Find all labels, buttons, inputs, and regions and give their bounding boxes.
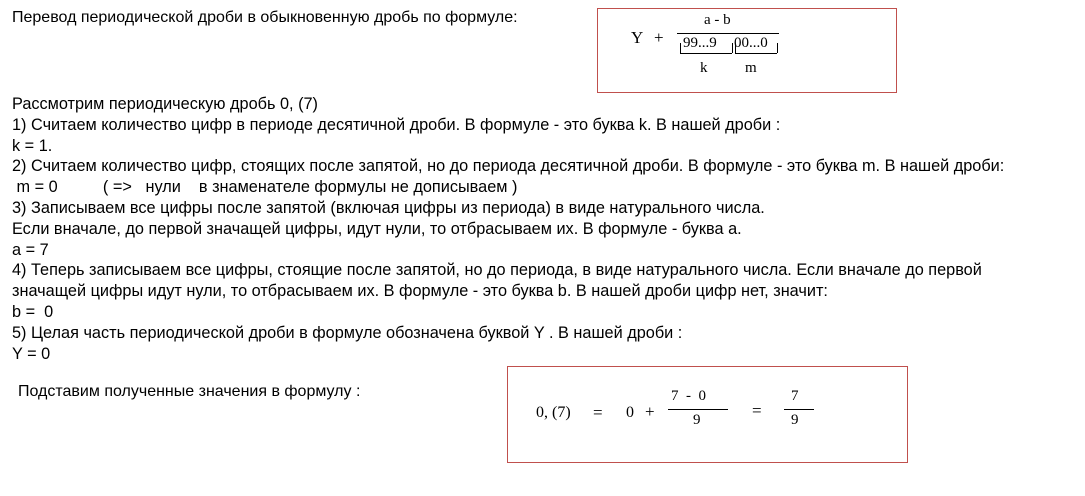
result-equals-2: = (752, 401, 762, 420)
result-equals-1: = (593, 403, 603, 422)
formula-whole-part: Y (631, 28, 644, 47)
step-line: 4) Теперь записываем все цифры, стоящие после запятой, но до периода, в виде натурального числа. Если вначале до первой (12, 261, 982, 280)
brace-nines-bottom (680, 53, 732, 54)
result-formula-box (507, 366, 908, 463)
general-formula-box (597, 8, 897, 93)
brace-nines-left (680, 43, 681, 53)
brace-zeros-right (777, 43, 778, 53)
step-line: m = 0 ( => нули в знаменателе формулы не дописываем ) (12, 178, 518, 197)
step-line: Если вначале, до первой значащей цифры, идут нули, то отбрасываем их. В формуле - буква a. (12, 219, 742, 238)
result-denominator: 9 (693, 412, 701, 428)
result-final-denominator: 9 (791, 412, 799, 428)
result-final-fraction-bar (784, 409, 814, 410)
result-whole: 0 (626, 404, 634, 421)
step-line: k = 1. (12, 136, 53, 155)
result-lhs: 0, (7) (536, 404, 571, 421)
formula-fraction-bar (677, 33, 779, 34)
result-final-numerator: 7 (791, 388, 799, 404)
step-line: Y = 0 (12, 344, 51, 363)
step-line: 1) Считаем количество цифр в периоде десятичной дроби. В формуле - это буква k. В нашей дроби : (12, 115, 781, 134)
brace-nines-right (732, 43, 733, 53)
substitute-text: Подставим полученные значения в формулу : (18, 383, 361, 400)
result-numerator: 7 - 0 (671, 388, 706, 404)
brace-zeros-left (735, 43, 736, 53)
step-line: 3) Записываем все цифры после запятой (включая цифры из периода) в виде натурального числа. (12, 198, 765, 217)
formula-plus: + (654, 28, 664, 47)
formula-numerator: a - b (704, 12, 731, 28)
formula-denominator-zeros: 00...0 (734, 35, 768, 51)
result-plus: + (645, 402, 655, 421)
step-line: a = 7 (12, 240, 49, 259)
steps-text (12, 94, 1004, 364)
step-line: 2) Считаем количество цифр, стоящих после запятой, но до периода десятичной дроби. В формуле - это буква m. В нашей дроби: (12, 157, 1005, 176)
brace-label-k: k (700, 60, 708, 76)
step-line: значащей цифры идут нули, то отбрасываем их. В формуле - это буква b. В нашей дроби цифр нет, значит: (12, 282, 828, 301)
formula-denominator-nines: 99...9 (683, 35, 717, 51)
step-line: Рассмотрим периодическую дробь 0, (7) (12, 95, 318, 113)
brace-label-m: m (745, 60, 757, 76)
step-line: b = 0 (12, 302, 54, 321)
brace-zeros-bottom (735, 53, 777, 54)
intro-text: Перевод периодической дроби в обыкновенную дробь по формуле: (12, 9, 518, 26)
step-line: 5) Целая часть периодической дроби в формуле обозначена буквой Y . В нашей дроби : (12, 323, 683, 342)
result-fraction-bar (668, 409, 728, 410)
